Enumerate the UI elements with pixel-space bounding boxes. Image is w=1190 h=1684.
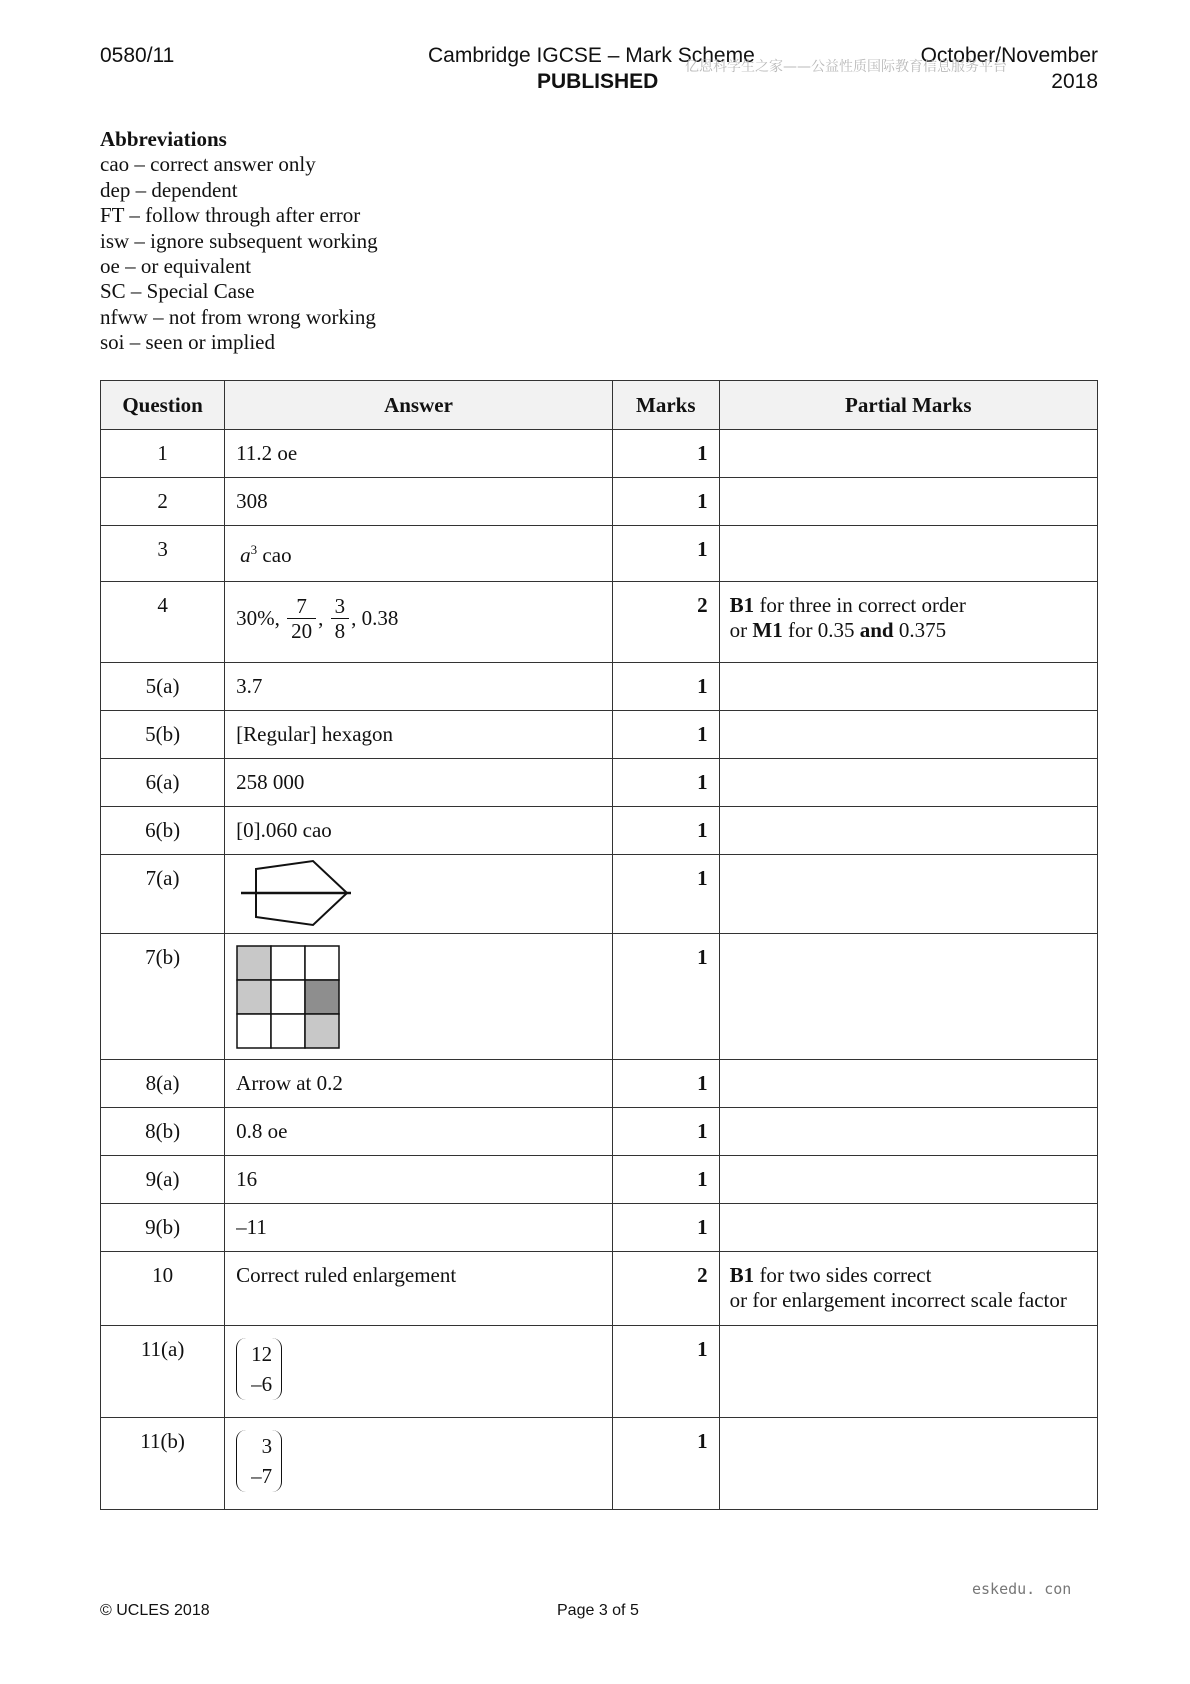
answer: 258 000 (236, 770, 305, 794)
table-row (101, 663, 1098, 711)
document-title: Cambridge IGCSE – Mark Scheme (428, 44, 755, 67)
table-row (101, 526, 1098, 582)
abbreviation-item: dep – dependent (100, 177, 238, 202)
marks: 1 (697, 441, 708, 465)
table-row (101, 1418, 1098, 1510)
answer: –11 (236, 1215, 267, 1239)
pentagon-symmetry-diagram (236, 857, 351, 927)
table-row (101, 1060, 1098, 1108)
marks: 2 (697, 1263, 708, 1287)
mark-scheme-table (100, 380, 1098, 1510)
answer: [0].060 cao (236, 818, 332, 842)
watermark-text: 亿恩科学生之家——公益性质国际教育信息服务平台 (685, 59, 1007, 75)
table-header-row (101, 381, 1098, 430)
answer: 0.8 oe (236, 1119, 288, 1143)
answer: 16 (236, 1167, 258, 1191)
table-row (101, 934, 1098, 1060)
question-number: 4 (157, 593, 168, 617)
abbreviation-item: SC – Special Case (100, 279, 255, 304)
question-number: 10 (152, 1263, 174, 1287)
table-row (101, 1108, 1098, 1156)
marks: 1 (697, 1337, 708, 1361)
answer: 11.2 oe (236, 441, 298, 465)
header-question: Question (101, 381, 225, 430)
answer-variable: a (240, 543, 251, 567)
exam-session: October/November (920, 44, 1098, 67)
marks: 1 (697, 674, 708, 698)
marks: 1 (697, 489, 708, 513)
question-number: 5(a) (145, 674, 180, 698)
table-row (101, 430, 1098, 478)
answer-suffix: cao (262, 543, 292, 567)
table-row (101, 1204, 1098, 1252)
question-number: 7(b) (145, 945, 181, 969)
table-row (101, 1252, 1098, 1326)
marks: 1 (697, 945, 708, 969)
marks: 1 (697, 1071, 708, 1095)
question-number: 6(b) (145, 818, 181, 842)
marks: 1 (697, 1215, 708, 1239)
question-number: 6(a) (145, 770, 180, 794)
abbreviations-title: Abbreviations (100, 127, 227, 151)
header-partial-marks: Partial Marks (719, 381, 1097, 430)
table-row (101, 478, 1098, 526)
column-vector: 3 –7 (236, 1430, 282, 1492)
question-number: 11(b) (140, 1429, 185, 1453)
abbreviation-item: nfww – not from wrong working (100, 304, 376, 329)
marks: 1 (697, 537, 708, 561)
question-number: 8(b) (145, 1119, 181, 1143)
marks: 1 (697, 818, 708, 842)
fraction: $\frac{7}{20}$ (287, 594, 316, 643)
fraction: $\frac{3}{8}$ (331, 594, 350, 643)
answer: 3.7 (236, 674, 263, 698)
question-number: 3 (157, 537, 168, 561)
answer: Correct ruled enlargement (236, 1263, 457, 1287)
table-row (101, 711, 1098, 759)
answer: [Regular] hexagon (236, 722, 394, 746)
copyright: © UCLES 2018 (100, 1602, 210, 1619)
site-watermark: eskedu. con (972, 1580, 1072, 1598)
marks: 1 (697, 722, 708, 746)
abbreviation-item: soi – seen or implied (100, 330, 275, 355)
question-number: 11(a) (140, 1337, 185, 1361)
answer (236, 526, 612, 568)
shaded-grid-diagram (236, 945, 341, 1050)
published-label: PUBLISHED (537, 70, 659, 93)
question-number: 9(a) (145, 1167, 180, 1191)
question-number: 1 (157, 441, 168, 465)
column-vector: 12 –6 (236, 1338, 282, 1400)
partial-marks: B1 for three in correct order or M1 for 0.35 and 0.375 (729, 593, 966, 642)
partial-marks: B1 for two sides correct or for enlargement incorrect scale factor (729, 1263, 1067, 1312)
table-row (101, 582, 1098, 663)
answer-suffix: , 0.38 (351, 606, 399, 630)
exam-year: 2018 (1051, 70, 1098, 93)
abbreviation-item: oe – or equivalent (100, 254, 252, 279)
marks: 1 (697, 770, 708, 794)
marks: 1 (697, 1429, 708, 1453)
page-number: Page 3 of 5 (557, 1602, 639, 1619)
table-row (101, 807, 1098, 855)
marks: 2 (697, 593, 708, 617)
header-marks: Marks (612, 381, 719, 430)
answer: Arrow at 0.2 (236, 1071, 343, 1095)
header-answer: Answer (225, 381, 613, 430)
abbreviation-item: cao – correct answer only (100, 152, 316, 177)
abbreviation-item: isw – ignore subsequent working (100, 228, 378, 253)
abbreviations-block (100, 127, 378, 356)
marks: 1 (697, 866, 708, 890)
question-number: 7(a) (145, 866, 180, 890)
abbreviation-item: FT – follow through after error (100, 203, 361, 228)
paper-code: 0580/11 (100, 44, 175, 67)
answer: 308 (236, 489, 268, 513)
marks: 1 (697, 1167, 708, 1191)
table-row (101, 1326, 1098, 1418)
question-number: 2 (157, 489, 168, 513)
question-number: 8(a) (145, 1071, 180, 1095)
answer-prefix: 30%, (236, 606, 280, 630)
table-row (101, 855, 1098, 934)
table-row (101, 759, 1098, 807)
table-row (101, 1156, 1098, 1204)
question-number: 5(b) (145, 722, 181, 746)
answer-exponent: 3 (250, 542, 258, 557)
question-number: 9(b) (145, 1215, 181, 1239)
marks: 1 (697, 1119, 708, 1143)
answer: 30%, $\frac{7}{20}$ , $\frac{3}{8}$ , 0.38 (236, 594, 399, 643)
